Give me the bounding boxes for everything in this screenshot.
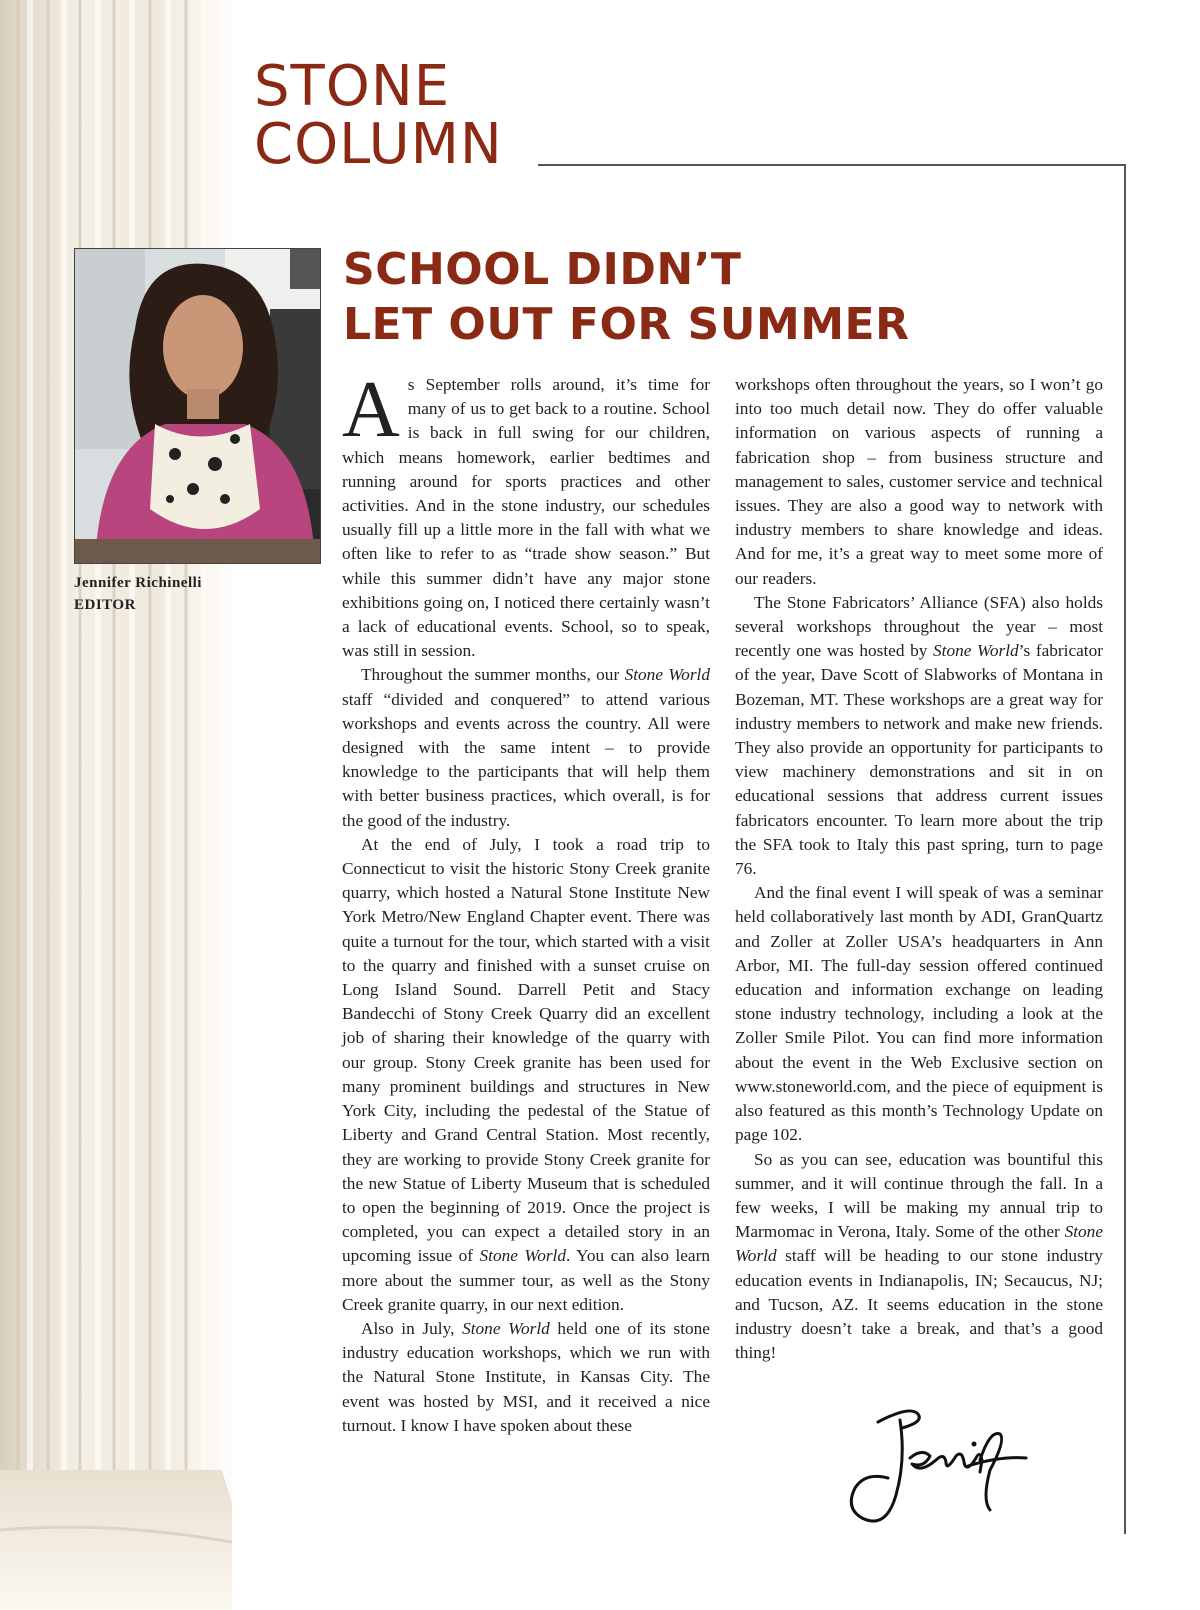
drop-cap: A [342, 366, 400, 454]
paragraph-1-text: s September rolls around, it’s time for many of us to get back to a routine. School is back in full swing for our children, which means homework, earlier bedtimes and running around for sports practices and other activities. And in the stone industry, our schedules usually fill up a little more in the fall with what we often like to refer to as “trade show season.” But while this summer didn’t have any major stone exhibitions going on, I noticed there certainly wasn’t a lack of educational events. School, so to speak, was still in session. [342, 375, 710, 661]
paragraph-8 [735, 1148, 1103, 1366]
section-title-line1: STONE [254, 54, 451, 119]
publication-name: Stone World [462, 1318, 550, 1338]
article-column-right [735, 373, 1103, 1365]
paragraph-6 [735, 591, 1103, 881]
section-title-line2: COLUMN [254, 112, 503, 177]
publication-name: Stone World [479, 1246, 567, 1266]
headline-line2: LET OUT FOR SUMMER [343, 299, 910, 350]
paragraph-7: And the final event I will speak of was a seminar held collaboratively last month by ADI, GranQuartz and Zoller at Zoller USA’s headquarters in Ann Arbor, MI. The full-day session offered continued education and information exchange on leading stone industry technology, including a look at the Zoller Smile Pilot. You can find more information about the event in the Web Exclusive section on www.stoneworld.com, and the piece of equipment is also featured as this month’s Technology Update on page 102. [735, 883, 1103, 1145]
signature [840, 1400, 1030, 1540]
editor-role: EDITOR [74, 597, 136, 613]
paragraph-4 [342, 1317, 710, 1438]
column-illustration [0, 0, 232, 1610]
editor-caption [74, 572, 202, 616]
paragraph-2 [342, 663, 710, 832]
header-rule [538, 164, 1125, 166]
paragraph-4-text-a: Also in July, [361, 1318, 463, 1338]
paragraph-2-text-a: Throughout the summer months, our [361, 665, 625, 685]
paragraph-6-text-b: ’s fabricator of the year, Dave Scott of Slabworks of Montana in Bozeman, MT. These workshops are a great way for industry members to network and make new friends. They also provide an opportunity for participants to view machinery demonstrations and sit in on educational sessions that address current issues fabricators encounter. To learn more about the trip the SFA took to Italy this past spring, turn to page 76. [735, 641, 1103, 879]
article-column-left [342, 366, 710, 1438]
paragraph-8-text-a: So as you can see, education was bountiful this summer, and it will continue through the fall. In a few weeks, I will be making my annual trip to Marmomac in Verona, Italy. Some of the other [735, 1149, 1103, 1242]
section-title [254, 54, 503, 177]
paragraph-4-text-b: held one of its stone industry education workshops, which we run with the Natural Stone Institute, in Kansas City. The event was hosted by MSI, and it received a nice turnout. I know I have spoken about these [342, 1318, 710, 1435]
paragraph-3-text-a: At the end of July, I took a road trip to Connecticut to visit the historic Stony Creek granite quarry, which hosted a Natural Stone Institute New York Metro/New England Chapter event. There was quite a turnout for the tour, which started with a visit to the quarry and finished with a sunset cruise on Long Island Sound. Darrell Petit and Stacy Bandecchi of Stony Creek Quarry did an excellent job of sharing their knowledge of the quarry with our group. Stony Creek granite has been used for many prominent buildings and structures in New York City, including the pedestal of the Statue of Liberty and Grand Central Station. Most recently, they are working to provide Stony Creek granite for the new Statue of Liberty Museum that is scheduled to open the beginning of 2019. Once the project is completed, you can expect a detailed story in an upcoming issue of [342, 834, 710, 1266]
editor-name: Jennifer Richinelli [74, 575, 202, 591]
headline-line1: SCHOOL DIDN’T [343, 244, 742, 295]
article-headline [343, 242, 1043, 352]
publication-name: Stone World [735, 1222, 1103, 1266]
paragraph-8-text-b: staff will be heading to our stone industry education events in Indianapolis, IN; Secaucus, NJ; and Tucson, AZ. It seems education in the stone industry doesn’t take a break, and that’s a good thing! [735, 1246, 1103, 1363]
editor-photo [74, 248, 321, 564]
paragraph-5: workshops often throughout the years, so I won’t go into too much detail now. They do offer valuable information on various aspects of running a fabrication shop – from business structure and management to sales, customer service and technical issues. They are also a good way to network with industry members to share knowledge and ideas. And for me, it’s a great way to meet some more of our readers. [735, 375, 1103, 588]
publication-name: Stone World [933, 641, 1019, 661]
paragraph-6-text-a: The Stone Fabricators’ Alliance (SFA) also holds several workshops throughout the year – most recently one was hosted by [735, 592, 1103, 661]
paragraph-2-text-b: staff “divided and conquered” to attend various workshops and events across the country. All were designed with the same intent – to provide knowledge to the participants that will help them with better business practices, which overall, is for the good of the industry. [342, 689, 710, 830]
side-rule [1124, 164, 1126, 1534]
publication-name: Stone World [624, 665, 710, 685]
paragraph-1 [342, 366, 710, 663]
paragraph-3 [342, 833, 710, 1317]
paragraph-3-text-b: . You can also learn more about the summer tour, as well as the Stony Creek granite quarry, in our next edition. [342, 1246, 710, 1314]
